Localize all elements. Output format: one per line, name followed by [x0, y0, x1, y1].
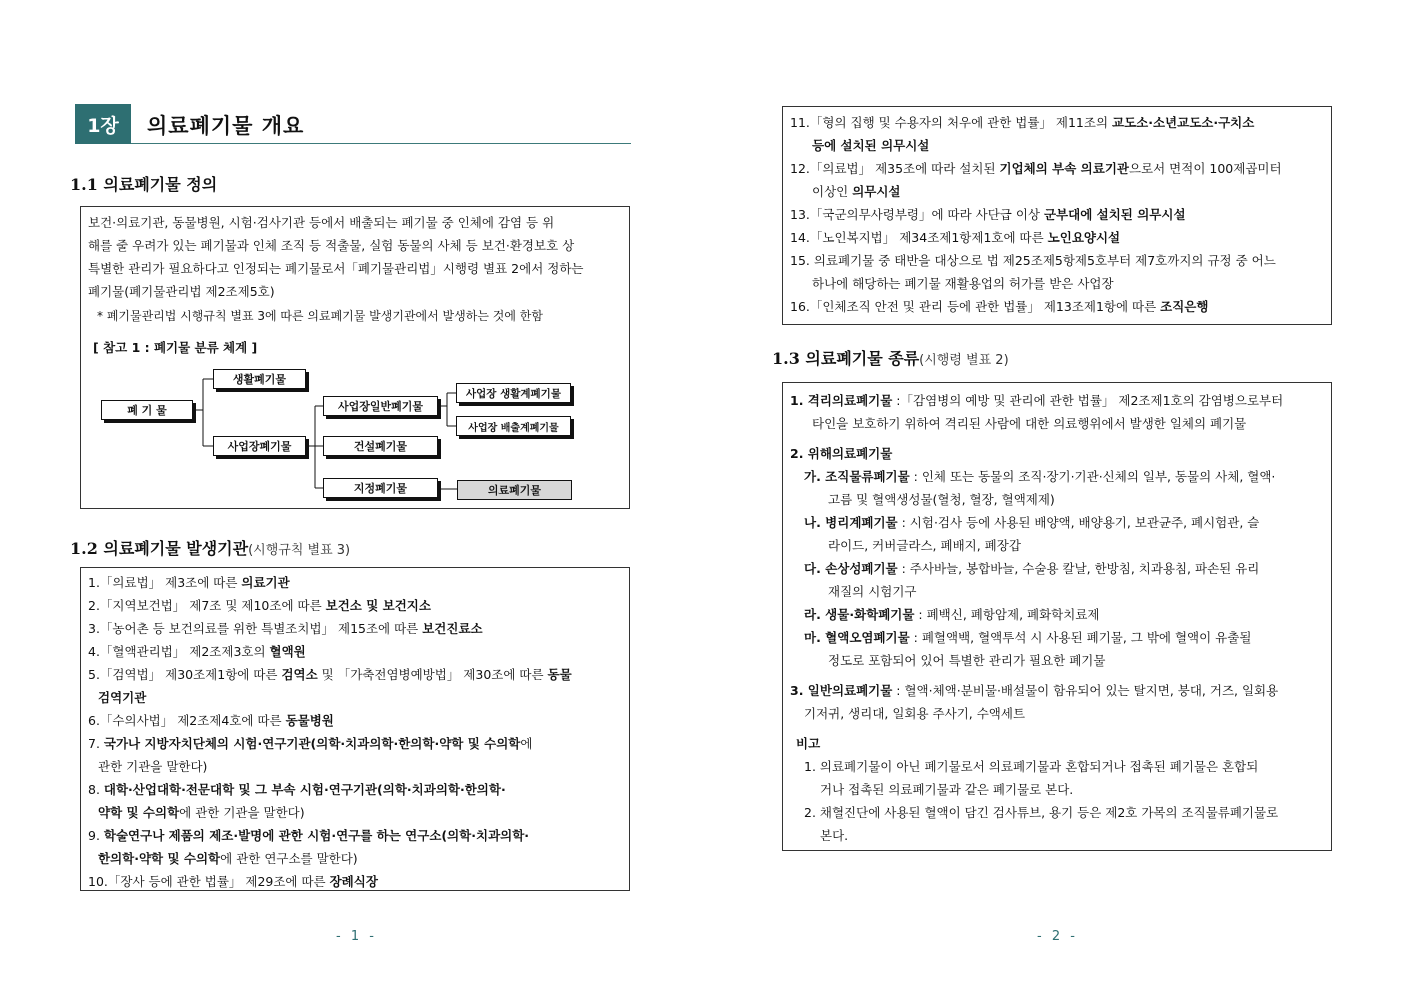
text-span: 의료기관: [241, 575, 290, 590]
section-1-3-title: [772, 346, 1009, 369]
section-1-2-subtitle: (시행규칙 별표 3): [248, 543, 351, 558]
text-span: 및 「가축전염병예방법」 제30조에 따른: [317, 667, 548, 682]
type-subitem-continued: [790, 488, 1324, 511]
text-span: 혈액원: [269, 644, 306, 659]
text-span: 비고: [796, 736, 821, 751]
text-span: 국가나 지방자치단체의 시험·연구기관(의학·치과의학·한의학·약학 및 수의학: [103, 736, 521, 751]
text-span: : 폐혈액백, 혈액투석 시 사용된 폐기물, 그 밖에 혈액이 유출될: [909, 630, 1252, 645]
text-span: 등에 설치된 의무시설: [812, 138, 930, 153]
page-number-2: - 2 -: [1037, 929, 1078, 944]
text-span: 가. 조직물류폐기물: [804, 469, 910, 484]
type-item: [790, 389, 1324, 412]
text-span: 6.「수의사법」 제2조제4호에 따른: [88, 713, 286, 728]
tree-node-business-discharge-waste: 사업장 배출계폐기물: [456, 416, 571, 436]
tree-node-business-living-waste: 사업장 생활계폐기물: [456, 383, 571, 403]
text-span: 하나에 해당하는 폐기물 재활용업의 허가를 받은 사업장: [812, 276, 1114, 291]
list-item-continued: [88, 801, 622, 824]
chapter-number: 1장: [75, 104, 131, 144]
list-item: [790, 111, 1324, 134]
text-span: 1.「의료법」 제3조에 따른: [88, 575, 242, 590]
text-span: 4.「혈액관리법」 제2조제3호의: [88, 644, 270, 659]
text-span: : 주사바늘, 봉합바늘, 수술용 칼날, 한방침, 치과용침, 파손된 유리: [897, 561, 1260, 576]
text-span: 나. 병리계폐기물: [804, 515, 898, 530]
list-item-continued: [88, 847, 622, 870]
tree-node-general-business-waste: 사업장일반폐기물: [323, 396, 438, 416]
text-span: 2.「지역보건법」 제7조 및 제10조에 따른: [88, 598, 326, 613]
remark-item-continued: [790, 824, 1324, 847]
text-span: 대학·산업대학·전문대학 및 그 부속 시험·연구기관(의학·치과의학·한의학·: [103, 782, 506, 797]
list-item: [88, 594, 622, 617]
text-span: 다. 손상성폐기물: [804, 561, 898, 576]
text-span: 거나 접촉된 의료폐기물과 같은 폐기물로 본다.: [820, 782, 1074, 797]
text-span: : 혈액·체액·분비물·배설물이 함유되어 있는 탈지면, 붕대, 거즈, 일회용: [892, 683, 1279, 698]
text-span: 2. 채혈진단에 사용된 혈액이 담긴 검사튜브, 용기 등은 제2호 가목의 조직물류폐기물로: [804, 805, 1279, 820]
type-item-continued: [790, 412, 1324, 435]
tree-node-medical-waste: 의료폐기물: [457, 480, 572, 500]
list-item: [88, 617, 622, 640]
text-span: 1. 격리의료폐기물: [790, 393, 893, 408]
text-span: 에: [520, 736, 533, 751]
remark-item-continued: [790, 778, 1324, 801]
list-item: [790, 157, 1324, 180]
text-span: 타인을 보호하기 위하여 격리된 사람에 대한 의료행위에서 발생한 일체의 폐기물: [812, 416, 1247, 431]
list-item-continued: [790, 272, 1324, 295]
text-span: 5.「검역법」 제30조제1항에 따른: [88, 667, 282, 682]
text-span: 16.「인체조직 안전 및 관리 등에 관한 법률」 제13조제1항에 따른: [790, 299, 1161, 314]
text-span: 장례식장: [329, 874, 378, 889]
text-span: 1. 의료폐기물이 아닌 폐기물로서 의료폐기물과 혼합되거나 접촉된 폐기물은 혼합되: [804, 759, 1259, 774]
section-1-3-title-text: 1.3 의료폐기물 종류: [772, 349, 920, 368]
type-item: [790, 679, 1324, 702]
list-item: [790, 249, 1324, 272]
chapter-title: 의료폐기물 개요: [147, 114, 305, 138]
definition-box: [80, 206, 630, 509]
remarks-title: [790, 732, 1324, 755]
type-subitem-continued: [790, 580, 1324, 603]
text-span: 2. 위해의료폐기물: [790, 446, 893, 461]
text-span: 으로서 면적이 100제곱미터: [1128, 161, 1282, 176]
list-item: [88, 640, 622, 663]
text-span: 8.: [88, 782, 104, 797]
text-span: 동물병원: [285, 713, 334, 728]
reference-title: [ 참고 1 : 폐기물 분류 체계 ]: [93, 340, 258, 355]
tree-node-business-waste: 사업장폐기물: [213, 436, 306, 456]
tree-node-waste: 폐 기 물: [101, 400, 193, 420]
text-span: 12.「의료법」 제35조에 따라 설치된: [790, 161, 1000, 176]
list-item: [790, 226, 1324, 249]
text-span: 검역기관: [98, 690, 147, 705]
generating-institutions-list-continued: [782, 106, 1332, 325]
list-item: [88, 571, 622, 594]
tree-node-construction-waste: 건설폐기물: [323, 436, 438, 456]
text-span: 14.「노인복지법」 제34조제1항제1호에 따른: [790, 230, 1048, 245]
text-span: : 인체 또는 동물의 조직·장기·기관·신체의 일부, 동물의 사체, 혈액·: [909, 469, 1276, 484]
text-span: 고름 및 혈액생성물(혈청, 혈장, 혈액제제): [828, 492, 1055, 507]
text-span: 조직은행: [1160, 299, 1209, 314]
type-item: [790, 442, 1324, 465]
text-span: 학술연구나 제품의 제조·발명에 관한 시험·연구를 하는 연구소(의학·치과의학·: [103, 828, 530, 843]
text-span: 한의학·약학 및 수의학: [98, 851, 221, 866]
definition-note: * 폐기물관리법 시행규칙 별표 3에 따른 의료폐기물 발생기관에서 발생하는 것에 한함: [97, 309, 543, 323]
text-span: 보건진료소: [422, 621, 483, 636]
text-span: 기업체의 부속 의료기관: [999, 161, 1129, 176]
tree-node-designated-waste: 지정폐기물: [323, 478, 438, 498]
page-number-1: - 1 -: [336, 929, 377, 944]
text-span: 이상인: [812, 184, 853, 199]
definition-line: 보건·의료기관, 동물병원, 시험·검사기관 등에서 배출되는 폐기물 중 인체에 감염 등 위: [88, 215, 555, 230]
text-span: 동물: [547, 667, 572, 682]
text-span: 라이드, 커버글라스, 폐배지, 폐장갑: [828, 538, 1021, 553]
section-1-2-title-text: 1.2 의료폐기물 발생기관: [70, 539, 249, 558]
text-span: 정도로 포함되어 있어 특별한 관리가 필요한 폐기물: [828, 653, 1106, 668]
list-item: [88, 870, 622, 893]
section-1-2-title: [70, 536, 350, 559]
list-item: [88, 778, 622, 801]
text-span: 검역소: [281, 667, 318, 682]
text-span: :「감염병의 예방 및 관리에 관한 법률」 제2조제1호의 감염병으로부터: [892, 393, 1284, 408]
text-span: : 폐백신, 폐항암제, 폐화학치료제: [914, 607, 1100, 622]
text-span: 3.「농어촌 등 보건의료를 위한 특별조치법」 제15조에 따른: [88, 621, 423, 636]
section-1-1-title: 1.1 의료폐기물 정의: [70, 175, 218, 194]
text-span: 본다.: [820, 828, 849, 843]
list-item: [88, 663, 622, 686]
tree-node-living-waste: 생활폐기물: [213, 369, 306, 389]
text-span: 에 관한 연구소를 말한다): [220, 851, 358, 866]
text-span: 13.「국군의무사령부령」에 따라 사단급 이상: [790, 207, 1044, 222]
text-span: 3. 일반의료폐기물: [790, 683, 893, 698]
chapter-header: [75, 104, 631, 144]
definition-line: 폐기물(폐기물관리법 제2조제5호): [88, 284, 275, 299]
list-item-continued: [88, 755, 622, 778]
definition-line: 특별한 관리가 필요하다고 인정되는 폐기물로서「폐기물관리법」시행령 별표 2에서 정하는: [88, 261, 584, 276]
list-item: [790, 203, 1324, 226]
generating-institutions-list: [80, 567, 630, 891]
text-span: 라. 생물·화학폐기물: [804, 607, 915, 622]
classification-tree-lines: [81, 207, 629, 508]
text-span: 노인요양시설: [1047, 230, 1121, 245]
text-span: 보건소 및 보건지소: [325, 598, 431, 613]
text-span: 교도소·소년교도소·구치소: [1112, 115, 1255, 130]
list-item: [88, 824, 622, 847]
remark-item: [790, 755, 1324, 778]
list-item: [88, 732, 622, 755]
remark-item: [790, 801, 1324, 824]
text-span: : 시험·검사 등에 사용된 배양액, 배양용기, 보관균주, 폐시험관, 슬: [897, 515, 1260, 530]
text-span: 마. 혈액오염폐기물: [804, 630, 910, 645]
type-subitem: [790, 557, 1324, 580]
text-span: 관한 기관을 말한다): [98, 759, 208, 774]
list-item: [790, 295, 1324, 318]
definition-line: 해를 줄 우려가 있는 폐기물과 인체 조직 등 적출물, 실험 동물의 사체 등 보건·환경보호 상: [88, 238, 575, 253]
type-subitem: [790, 511, 1324, 534]
type-subitem-continued: [790, 534, 1324, 557]
text-span: 기저귀, 생리대, 일회용 주사기, 수액세트: [804, 706, 1026, 721]
type-subitem-continued: [790, 649, 1324, 672]
text-span: 11.「형의 집행 및 수용자의 처우에 관한 법률」 제11조의: [790, 115, 1112, 130]
list-item-continued: [790, 180, 1324, 203]
text-span: 군부대에 설치된 의무시설: [1043, 207, 1186, 222]
waste-types-box: [782, 382, 1332, 851]
list-item: [88, 709, 622, 732]
text-span: 에 관한 기관을 말한다): [179, 805, 305, 820]
text-span: 7.: [88, 736, 104, 751]
type-subitem: [790, 626, 1324, 649]
type-subitem: [790, 465, 1324, 488]
type-subitem: [790, 603, 1324, 626]
text-span: 약학 및 수의학: [98, 805, 180, 820]
text-span: 10.「장사 등에 관한 법률」 제29조에 따른: [88, 874, 330, 889]
list-item-continued: [790, 134, 1324, 157]
section-1-3-subtitle: (시행령 별표 2): [919, 353, 1009, 368]
text-span: 15. 의료폐기물 중 태반을 대상으로 법 제25조제5항제5호부터 제7호까지의 규정 중 어느: [790, 253, 1276, 268]
text-span: 의무시설: [852, 184, 901, 199]
type-item-continued: [790, 702, 1324, 725]
text-span: 9.: [88, 828, 104, 843]
text-span: 재질의 시험기구: [828, 584, 917, 599]
list-item-continued: [88, 686, 622, 709]
